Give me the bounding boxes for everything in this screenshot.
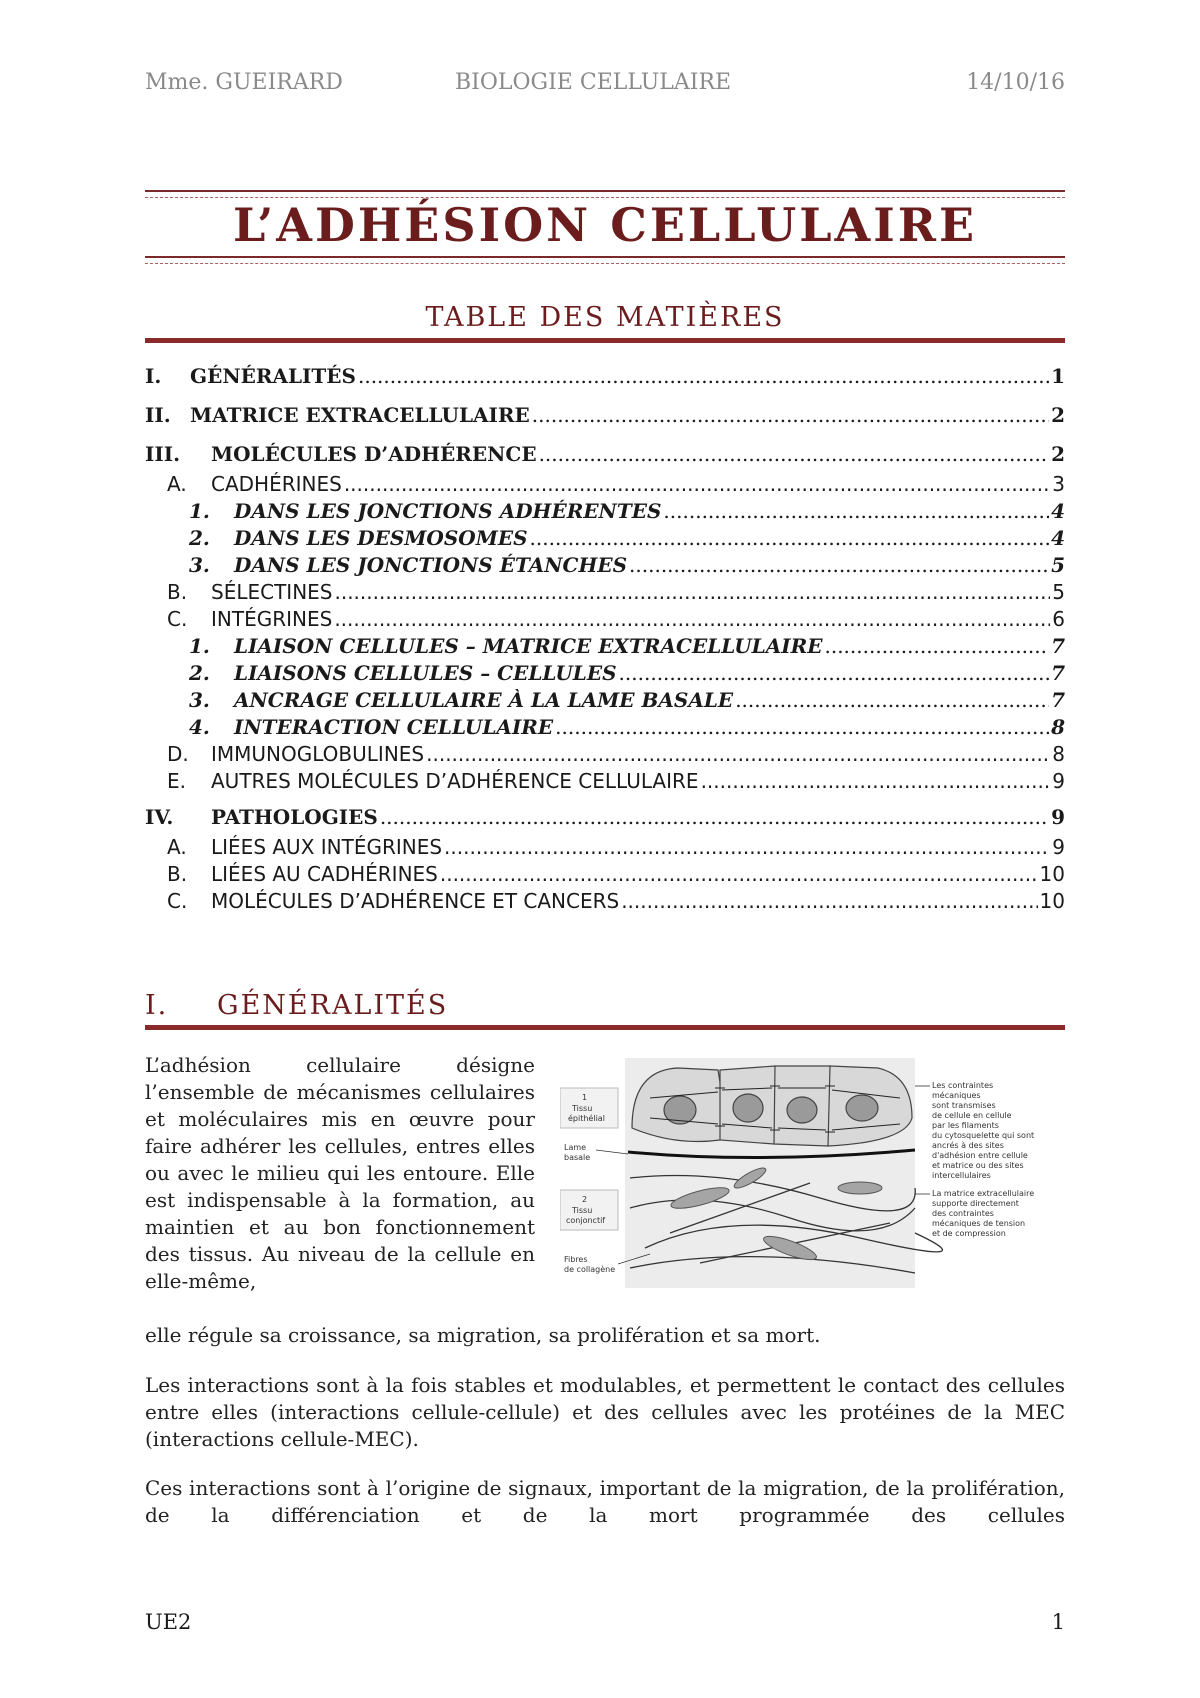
toc-page: 4 bbox=[1051, 499, 1065, 523]
paragraph-signals: Ces interactions sont à l’origine de signaux, important de la migration, de la prolifération, de la différenciation et de la mort programmée des cellules bbox=[145, 1476, 1065, 1527]
toc-entry[interactable] bbox=[145, 889, 1065, 916]
figure-note: La matrice extracellulaire bbox=[932, 1189, 1035, 1198]
toc-num: C. bbox=[167, 889, 188, 913]
toc-num: A. bbox=[167, 472, 187, 496]
figure-label: 2 bbox=[582, 1195, 588, 1204]
toc-leader bbox=[532, 403, 1049, 427]
toc-page: 5 bbox=[1052, 580, 1065, 604]
toc-label: GÉNÉRALITÉS bbox=[190, 364, 356, 388]
toc-page: 9 bbox=[1052, 835, 1065, 859]
toc-entry[interactable] bbox=[145, 742, 1065, 769]
figure-note: par les filaments bbox=[932, 1121, 999, 1130]
toc-entry[interactable] bbox=[145, 661, 1065, 688]
toc-page: 5 bbox=[1051, 553, 1065, 577]
figure-note: Les contraintes bbox=[932, 1081, 994, 1090]
toc-page: 1 bbox=[1051, 364, 1065, 388]
footer-page-number: 1 bbox=[1051, 1610, 1065, 1634]
figure-label: de collagène bbox=[564, 1265, 616, 1274]
toc-num: I. bbox=[145, 364, 162, 388]
toc-label: AUTRES MOLÉCULES D’ADHÉRENCE CELLULAIRE bbox=[211, 769, 699, 793]
figure-label: Fibres bbox=[564, 1255, 588, 1264]
toc-label: INTÉGRINES bbox=[211, 607, 333, 631]
table-of-contents bbox=[145, 364, 1065, 916]
toc-leader bbox=[539, 442, 1050, 466]
toc-label: LIAISONS CELLULES – CELLULES bbox=[234, 661, 617, 685]
toc-label: DANS LES JONCTIONS ADHÉRENTES bbox=[234, 499, 662, 523]
toc-label: ANCRAGE CELLULAIRE À LA LAME BASALE bbox=[234, 688, 734, 712]
toc-entry[interactable] bbox=[145, 688, 1065, 715]
toc-leader bbox=[555, 715, 1049, 739]
toc-leader bbox=[735, 688, 1049, 712]
toc-leader bbox=[344, 472, 1050, 496]
toc-page: 2 bbox=[1051, 403, 1065, 427]
toc-page: 2 bbox=[1051, 442, 1065, 466]
figure-label: épithélial bbox=[568, 1114, 605, 1123]
section-heading bbox=[145, 990, 1065, 1021]
figure-note: du cytosquelette qui sont bbox=[932, 1131, 1035, 1140]
figure-label: 1 bbox=[582, 1093, 588, 1102]
toc-leader bbox=[663, 499, 1049, 523]
toc-num: 1. bbox=[189, 499, 210, 523]
toc-entry[interactable] bbox=[145, 472, 1065, 499]
toc-label: MOLÉCULES D’ADHÉRENCE bbox=[211, 442, 537, 466]
toc-label: LIÉES AU CADHÉRINES bbox=[211, 862, 438, 886]
toc-label: DANS LES JONCTIONS ÉTANCHES bbox=[234, 553, 628, 577]
toc-entry[interactable] bbox=[145, 580, 1065, 607]
figure-note: mécaniques de tension bbox=[932, 1219, 1026, 1228]
toc-label: LIÉES AUX INTÉGRINES bbox=[211, 835, 443, 859]
toc-entry[interactable] bbox=[145, 364, 1065, 394]
figure-note: et matrice ou des sites bbox=[932, 1161, 1024, 1170]
toc-leader bbox=[440, 862, 1038, 886]
toc-num: 2. bbox=[189, 526, 210, 550]
toc-num: C. bbox=[167, 607, 188, 631]
title-rule-bottom bbox=[145, 256, 1065, 264]
figure-note: mécaniques bbox=[932, 1091, 981, 1100]
toc-rule bbox=[145, 338, 1065, 343]
toc-label: MOLÉCULES D’ADHÉRENCE ET CANCERS bbox=[211, 889, 620, 913]
header-subject: BIOLOGIE CELLULAIRE bbox=[455, 70, 732, 95]
toc-label: LIAISON CELLULES – MATRICE EXTRACELLULAIRE bbox=[234, 634, 823, 658]
toc-page: 10 bbox=[1039, 862, 1065, 886]
toc-leader bbox=[824, 634, 1049, 658]
toc-heading: TABLE DES MATIÈRES bbox=[425, 302, 785, 333]
section-number: I. bbox=[145, 990, 169, 1021]
toc-leader bbox=[621, 889, 1037, 913]
toc-entry[interactable] bbox=[145, 634, 1065, 661]
toc-leader bbox=[444, 835, 1050, 859]
toc-entry[interactable] bbox=[145, 553, 1065, 580]
figure-note: et de compression bbox=[932, 1229, 1006, 1238]
toc-label: INTERACTION CELLULAIRE bbox=[234, 715, 554, 739]
toc-leader bbox=[358, 364, 1049, 388]
toc-page: 7 bbox=[1051, 634, 1065, 658]
toc-leader bbox=[380, 805, 1049, 829]
toc-entry[interactable] bbox=[145, 835, 1065, 862]
figure-note: intercellulaires bbox=[932, 1171, 991, 1180]
header-author: Mme. GUEIRARD bbox=[145, 70, 343, 95]
header-date: 14/10/16 bbox=[966, 70, 1065, 95]
footer-course: UE2 bbox=[145, 1610, 192, 1634]
toc-page: 7 bbox=[1051, 688, 1065, 712]
figure-label: Tissu bbox=[572, 1206, 593, 1215]
toc-label: SÉLECTINES bbox=[211, 580, 333, 604]
toc-num: E. bbox=[167, 769, 186, 793]
toc-leader bbox=[334, 607, 1050, 631]
figure-label: conjonctif bbox=[566, 1216, 606, 1225]
toc-num: B. bbox=[167, 580, 188, 604]
figure-note: sont transmises bbox=[932, 1101, 996, 1110]
toc-leader bbox=[426, 742, 1050, 766]
document-title: L’ADHÉSION CELLULAIRE bbox=[232, 198, 978, 252]
toc-page: 8 bbox=[1051, 715, 1065, 739]
toc-leader bbox=[334, 580, 1050, 604]
toc-entry[interactable] bbox=[145, 403, 1065, 433]
figure-label: Tissu bbox=[572, 1104, 593, 1113]
figure-note: d'adhésion entre cellule bbox=[932, 1151, 1028, 1160]
toc-page: 9 bbox=[1052, 769, 1065, 793]
figure-note: des contraintes bbox=[932, 1209, 994, 1218]
paragraph-intro: L’adhésion cellulaire désigne l’ensemble de mécanismes cellulaires et moléculaires mis en œuvre pour faire adhérer les cellules, entres elles ou avec le milieu qui les entoure. Elle est indispensable à la formation, au maintien et au bon fonctionnement des tissus. Au niveau de la cellule en elle-même, bbox=[145, 1053, 535, 1293]
section-title: GÉNÉRALITÉS bbox=[217, 990, 449, 1021]
paragraph-intro-end: elle régule sa croissance, sa migration, sa prolifération et sa mort. bbox=[145, 1323, 821, 1347]
tissue-diagram bbox=[560, 1058, 1065, 1288]
toc-num: B. bbox=[167, 862, 188, 886]
figure-note: ancrés à des sites bbox=[932, 1141, 1004, 1150]
toc-num: 3. bbox=[189, 553, 210, 577]
title-rule-top bbox=[145, 190, 1065, 198]
figure-note: supporte directement bbox=[932, 1199, 1019, 1208]
epithelial-cells bbox=[632, 1066, 912, 1146]
title-block bbox=[145, 190, 1065, 265]
toc-entry[interactable] bbox=[145, 526, 1065, 553]
toc-entry[interactable] bbox=[145, 805, 1065, 835]
label-leader bbox=[596, 1150, 628, 1154]
paragraph-interactions: Les interactions sont à la fois stables et modulables, et permettent le contact des cellules entre elles (interactions cellule-cellule) et des cellules avec les protéines de la MEC (interactions cellule-MEC). bbox=[145, 1373, 1065, 1451]
toc-num: 1. bbox=[189, 634, 210, 658]
toc-leader bbox=[629, 553, 1049, 577]
figure-note: de cellule en cellule bbox=[932, 1111, 1012, 1120]
toc-num: A. bbox=[167, 835, 187, 859]
toc-page: 3 bbox=[1052, 472, 1065, 496]
toc-num: 3. bbox=[189, 688, 210, 712]
figure-label: basale bbox=[564, 1153, 591, 1162]
toc-entry[interactable] bbox=[145, 607, 1065, 634]
toc-page: 8 bbox=[1052, 742, 1065, 766]
toc-entry[interactable] bbox=[145, 499, 1065, 526]
toc-num: III. bbox=[145, 442, 181, 466]
toc-page: 10 bbox=[1039, 889, 1065, 913]
toc-leader bbox=[701, 769, 1051, 793]
toc-label: MATRICE EXTRACELLULAIRE bbox=[190, 403, 530, 427]
toc-num: II. bbox=[145, 403, 171, 427]
toc-page: 9 bbox=[1051, 805, 1065, 829]
toc-entry[interactable] bbox=[145, 442, 1065, 472]
figure-label: Lame bbox=[564, 1143, 587, 1152]
toc-num: D. bbox=[167, 742, 189, 766]
toc-entry[interactable] bbox=[145, 715, 1065, 742]
toc-label: CADHÉRINES bbox=[211, 472, 342, 496]
toc-entry[interactable] bbox=[145, 769, 1065, 796]
page-header bbox=[145, 70, 1065, 100]
toc-page: 7 bbox=[1051, 661, 1065, 685]
toc-page: 4 bbox=[1051, 526, 1065, 550]
toc-label: PATHOLOGIES bbox=[211, 805, 378, 829]
toc-num: 2. bbox=[189, 661, 210, 685]
section-rule bbox=[145, 1025, 1065, 1030]
toc-num: 4. bbox=[189, 715, 210, 739]
toc-num: IV. bbox=[145, 805, 174, 829]
toc-page: 6 bbox=[1052, 607, 1065, 631]
toc-entry[interactable] bbox=[145, 862, 1065, 889]
toc-label: DANS LES DESMOSOMES bbox=[234, 526, 528, 550]
toc-leader bbox=[530, 526, 1050, 550]
toc-label: IMMUNOGLOBULINES bbox=[211, 742, 425, 766]
toc-leader bbox=[619, 661, 1050, 685]
